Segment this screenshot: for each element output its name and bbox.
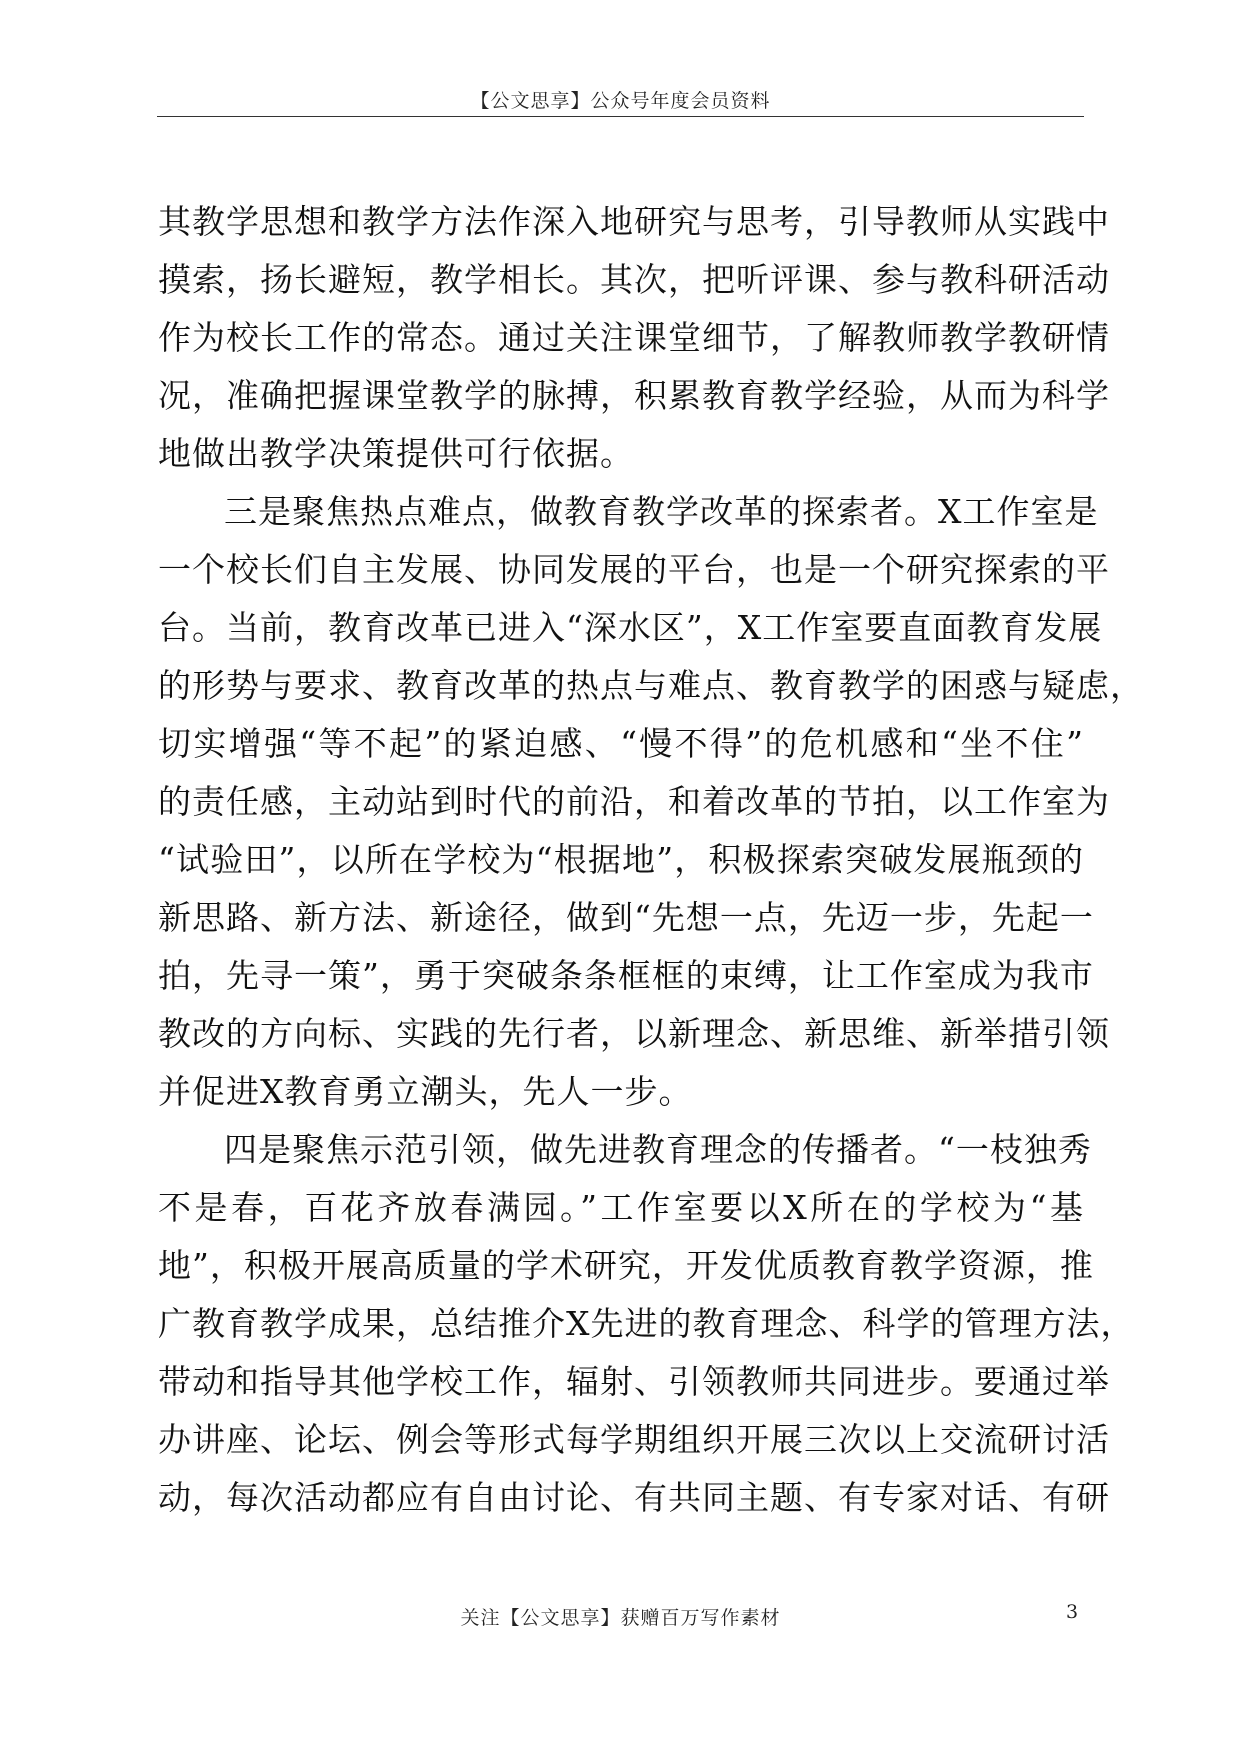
text-line: 的形势与要求、教育改革的热点与难点、教育教学的困惑与疑虑， bbox=[158, 666, 1144, 705]
text-line: 作为校长工作的常态。通过关注课堂细节，了解教师教学教研情 bbox=[158, 318, 1110, 357]
text-line: 切实增强“等不起”的紧迫感、“慢不得”的危机感和“坐不住” bbox=[158, 724, 1084, 763]
text-line: 的责任感，主动站到时代的前沿，和着改革的节拍，以工作室为 bbox=[158, 782, 1110, 821]
document-body bbox=[158, 193, 1144, 1527]
text-line: 拍，先寻一策”，勇于突破条条框框的束缚，让工作室成为我市 bbox=[158, 956, 1094, 995]
text-line: 动，每次活动都应有自由讨论、有共同主题、有专家对话、有研 bbox=[158, 1478, 1110, 1517]
page-header: 【公文思享】公众号年度会员资料 bbox=[470, 90, 771, 112]
text-line: “试验田”，以所在学校为“根据地”，积极探索突破发展瓶颈的 bbox=[158, 840, 1084, 879]
text-line: 广教育教学成果，总结推介X先进的教育理念、科学的管理方法， bbox=[158, 1304, 1135, 1343]
text-line: 四是聚焦示范引领，做先进教育理念的传播者。“一枝独秀 bbox=[224, 1130, 1092, 1169]
text-line: 况，准确把握课堂教学的脉搏，积累教育教学经验，从而为科学 bbox=[158, 376, 1110, 415]
page-footer: 关注【公文思享】获赠百万写作素材 bbox=[460, 1607, 781, 1629]
text-line: 并促进X教育勇立潮头，先人一步。 bbox=[158, 1072, 693, 1111]
text-line: 地做出教学决策提供可行依据。 bbox=[158, 434, 634, 473]
text-line: 不是春，百花齐放春满园。”工作室要以X所在的学校为“基 bbox=[158, 1188, 1084, 1227]
text-line: 新思路、新方法、新途径，做到“先想一点，先迈一步，先起一 bbox=[158, 898, 1094, 937]
text-line: 摸索，扬长避短，教学相长。其次，把听评课、参与教科研活动 bbox=[158, 260, 1110, 299]
page-number: 3 bbox=[1066, 1601, 1079, 1623]
header-divider bbox=[157, 116, 1084, 117]
text-line: 教改的方向标、实践的先行者，以新理念、新思维、新举措引领 bbox=[158, 1014, 1110, 1053]
text-line: 台。当前，教育改革已进入“深水区”，X工作室要直面教育发展 bbox=[158, 608, 1103, 647]
text-line: 其教学思想和教学方法作深入地研究与思考，引导教师从实践中 bbox=[158, 202, 1110, 241]
text-line: 三是聚焦热点难点，做教育教学改革的探索者。X工作室是 bbox=[224, 492, 1099, 531]
text-line: 带动和指导其他学校工作，辐射、引领教师共同进步。要通过举 bbox=[158, 1362, 1110, 1401]
text-line: 办讲座、论坛、例会等形式每学期组织开展三次以上交流研讨活 bbox=[158, 1420, 1110, 1459]
text-line: 一个校长们自主发展、协同发展的平台，也是一个研究探索的平 bbox=[158, 550, 1110, 589]
text-line: 地”，积极开展高质量的学术研究，开发优质教育教学资源，推 bbox=[158, 1246, 1094, 1285]
